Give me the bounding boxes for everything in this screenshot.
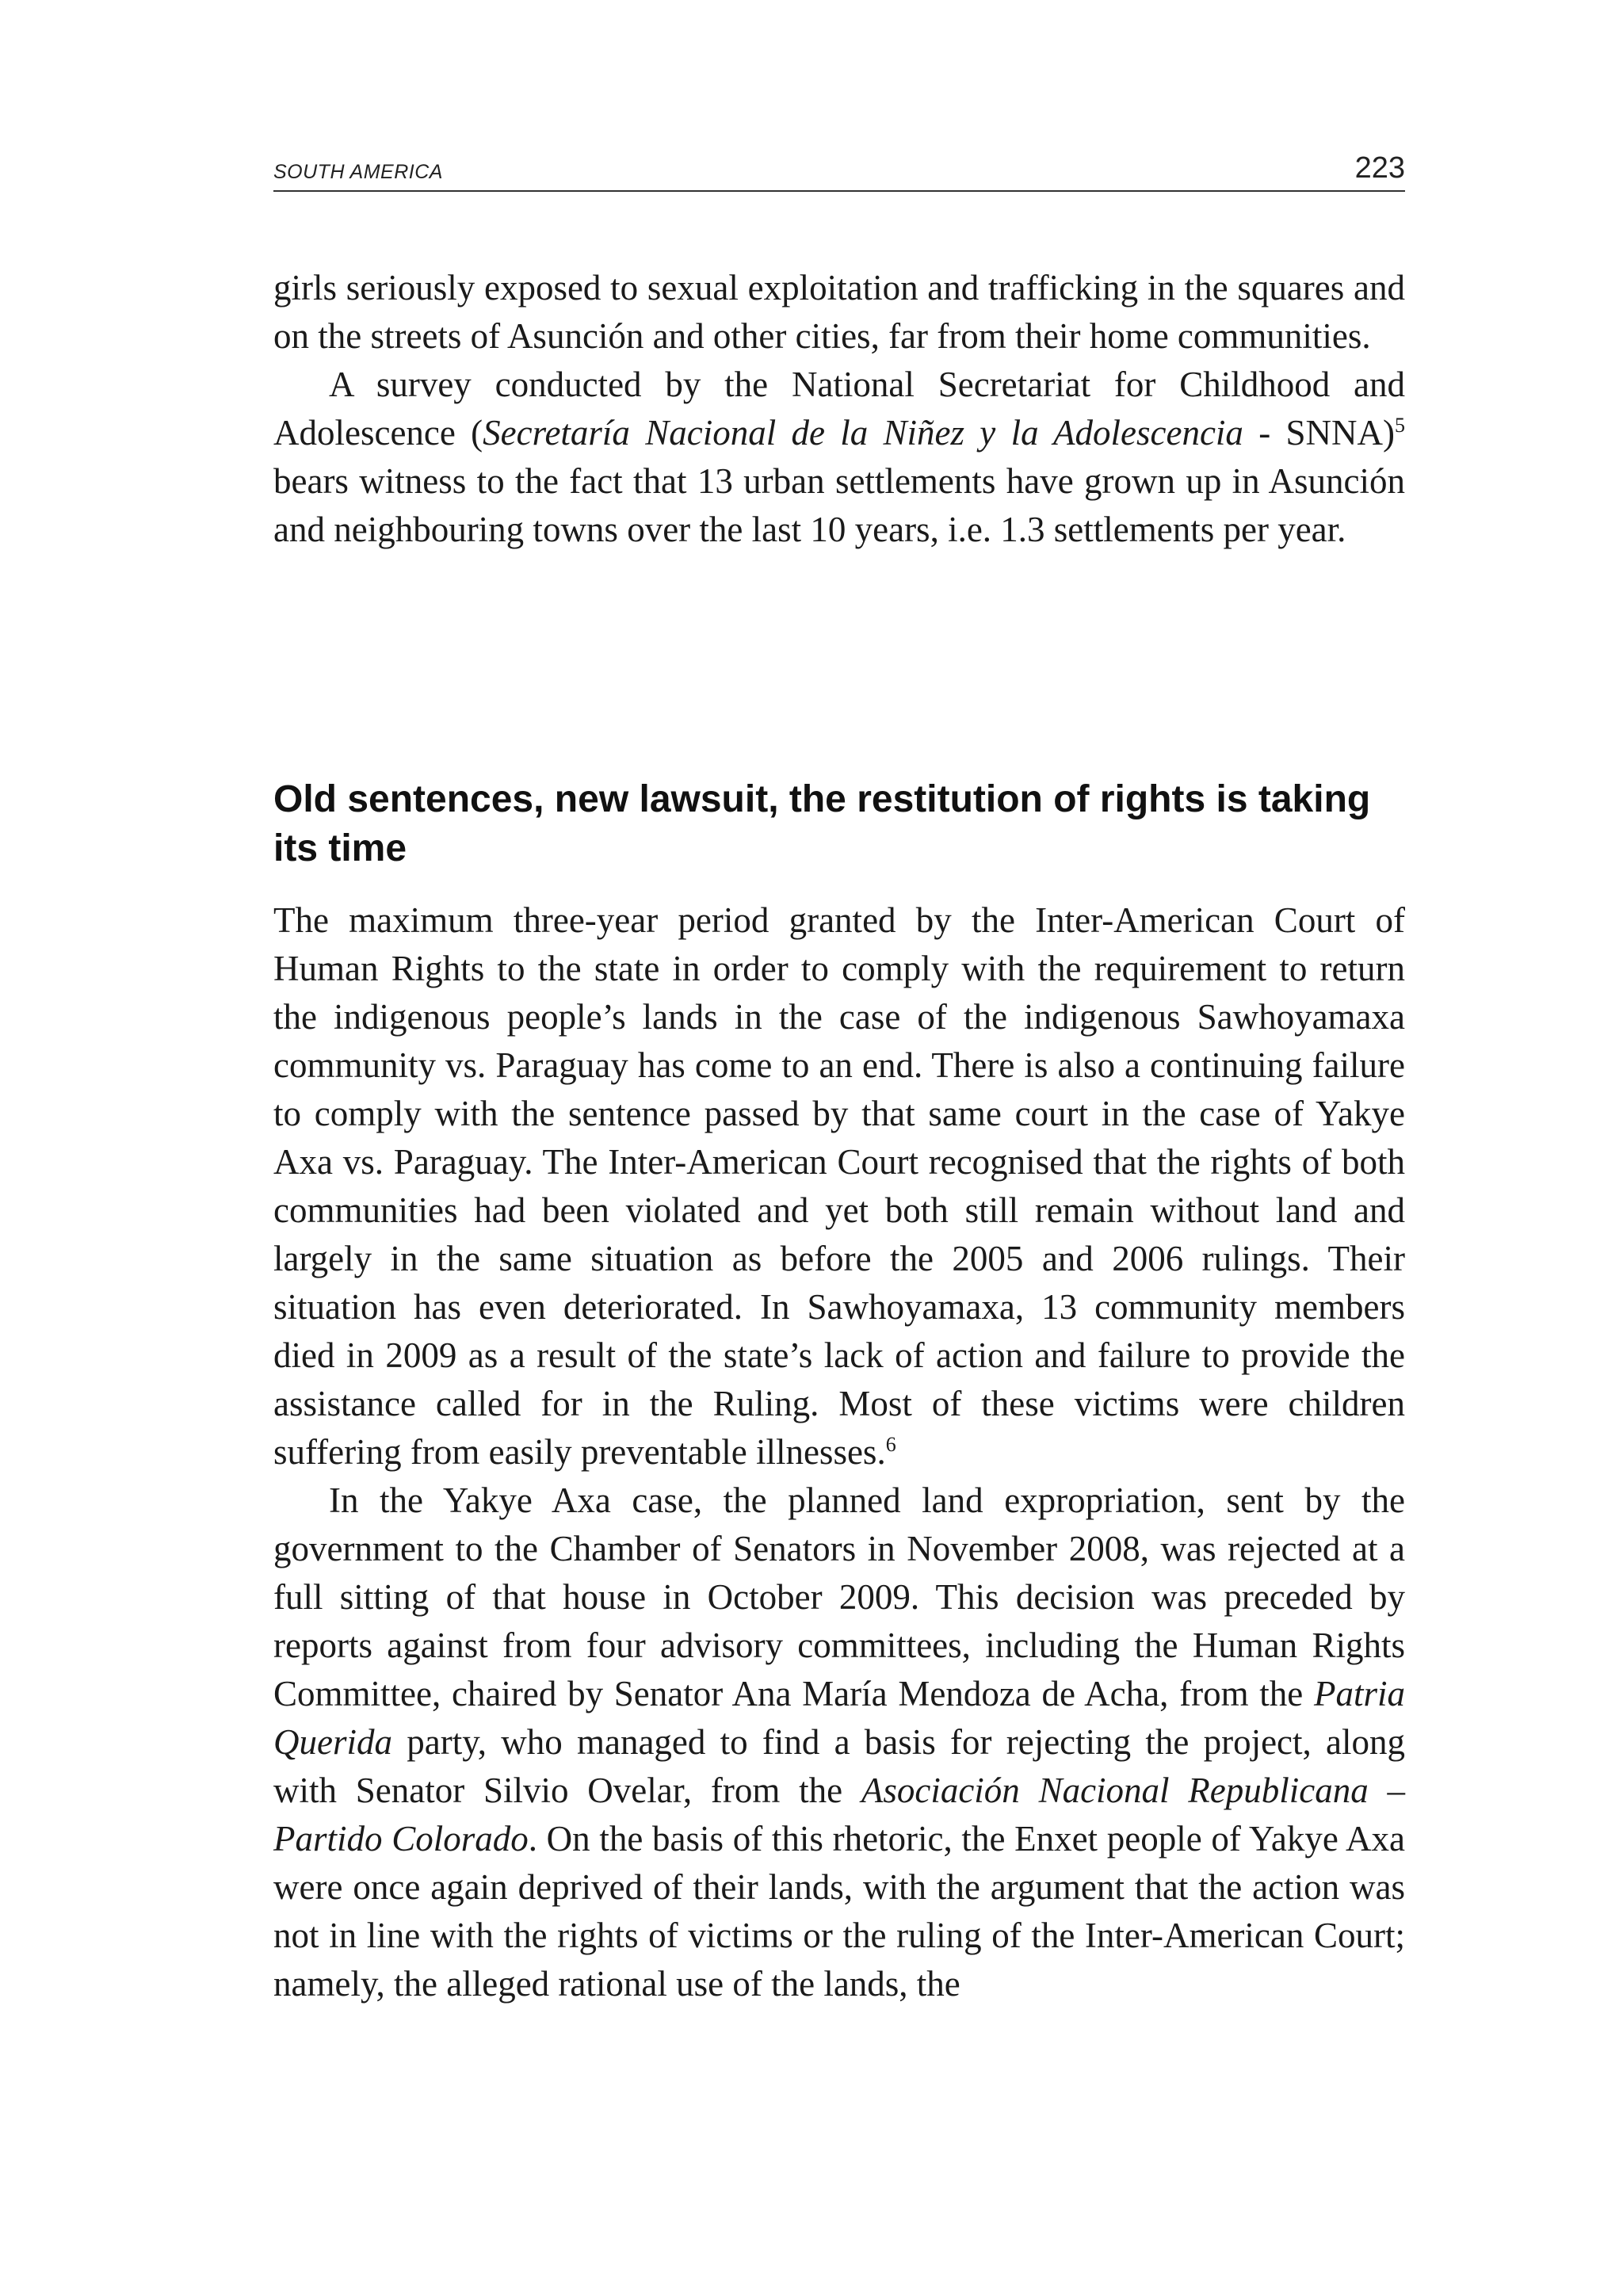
paragraph-4 bbox=[273, 1477, 1405, 2008]
paragraph-4-text-c: party, who managed to find a basis for rejecting the project, along with Senator Silvio Ovelar, from the bbox=[273, 1722, 1405, 1810]
paragraph-2 bbox=[273, 361, 1405, 554]
running-header bbox=[273, 151, 1405, 192]
paragraph-2-text-a: A survey conducted by the National Secretariat for Childhood and Adolescence ( bbox=[273, 365, 1405, 453]
paragraph-1: girls seriously exposed to sexual exploitation and trafficking in the squares and on the streets of Asunción and other cities, far from their home communities. bbox=[273, 268, 1405, 356]
footnote-ref-5[interactable]: 5 bbox=[1395, 414, 1405, 437]
body-text-block-2 bbox=[273, 896, 1405, 2008]
paragraph-2-text-c: - SNNA) bbox=[1243, 413, 1395, 453]
paragraph-4-text-e: . On the basis of this rhetoric, the Enxet people of Yakye Axa were once again deprived of their lands, with the argument that the action was not in line with the rights of victims or the ruling of the Inter-American Court; namely, the alleged rational use of the lands, the bbox=[273, 1819, 1405, 2004]
header-section-title: SOUTH AMERICA bbox=[273, 161, 443, 183]
paragraph-4-italic-association: Asociación Nacional Republicana – Partido Colorado bbox=[273, 1771, 1406, 1859]
body-text-block-1 bbox=[273, 264, 1405, 554]
paragraph-2-italic-title: Secretaría Nacional de la Niñez y la Adolescencia bbox=[483, 413, 1243, 453]
page-number: 223 bbox=[1354, 151, 1405, 185]
paragraph-2-text-d: bears witness to the fact that 13 urban settlements have grown up in Asunción and neighbouring towns over the last 10 years, i.e. 1.3 settlements per year. bbox=[273, 461, 1405, 549]
paragraph-4-text-a: In the Yakye Axa case, the planned land expropriation, sent by the government to the Chamber of Senators in November 2008, was rejected at a full sitting of that house in October 2009. This decision was preceded by reports against from four advisory committees, including the Human Rights Committee, chaired by Senator Ana María Mendoza de Acha, from the bbox=[273, 1480, 1405, 1713]
paragraph-3 bbox=[273, 896, 1405, 1477]
paragraph-4-italic-party: Patria Querida bbox=[273, 1674, 1405, 1762]
paragraph-3-text: The maximum three-year period granted by the Inter-American Court of Human Rights to the state in order to comply with the requirement to return the indigenous people’s lands in the case of the indigenous Sawhoyamaxa community vs. Paraguay has come to an end. There is also a continuing failure to comply with the sentence passed by that same court in the case of Yakye Axa vs. Paraguay. The Inter-American Court recognised that the rights of both communities had been violated and yet both still remain without land and largely in the same situation as before the 2005 and 2006 rulings. Their situation has even deteriorated. In Sawhoyamaxa, 13 community members died in 2009 as a result of the state’s lack of action and failure to provide the assistance called for in the Ruling. Most of these victims were children suffering from easily preventable illnesses. bbox=[273, 900, 1405, 1472]
section-heading: Old sentences, new lawsuit, the restitution of rights is taking its time bbox=[273, 777, 1371, 869]
footnote-ref-6[interactable]: 6 bbox=[885, 1433, 896, 1456]
